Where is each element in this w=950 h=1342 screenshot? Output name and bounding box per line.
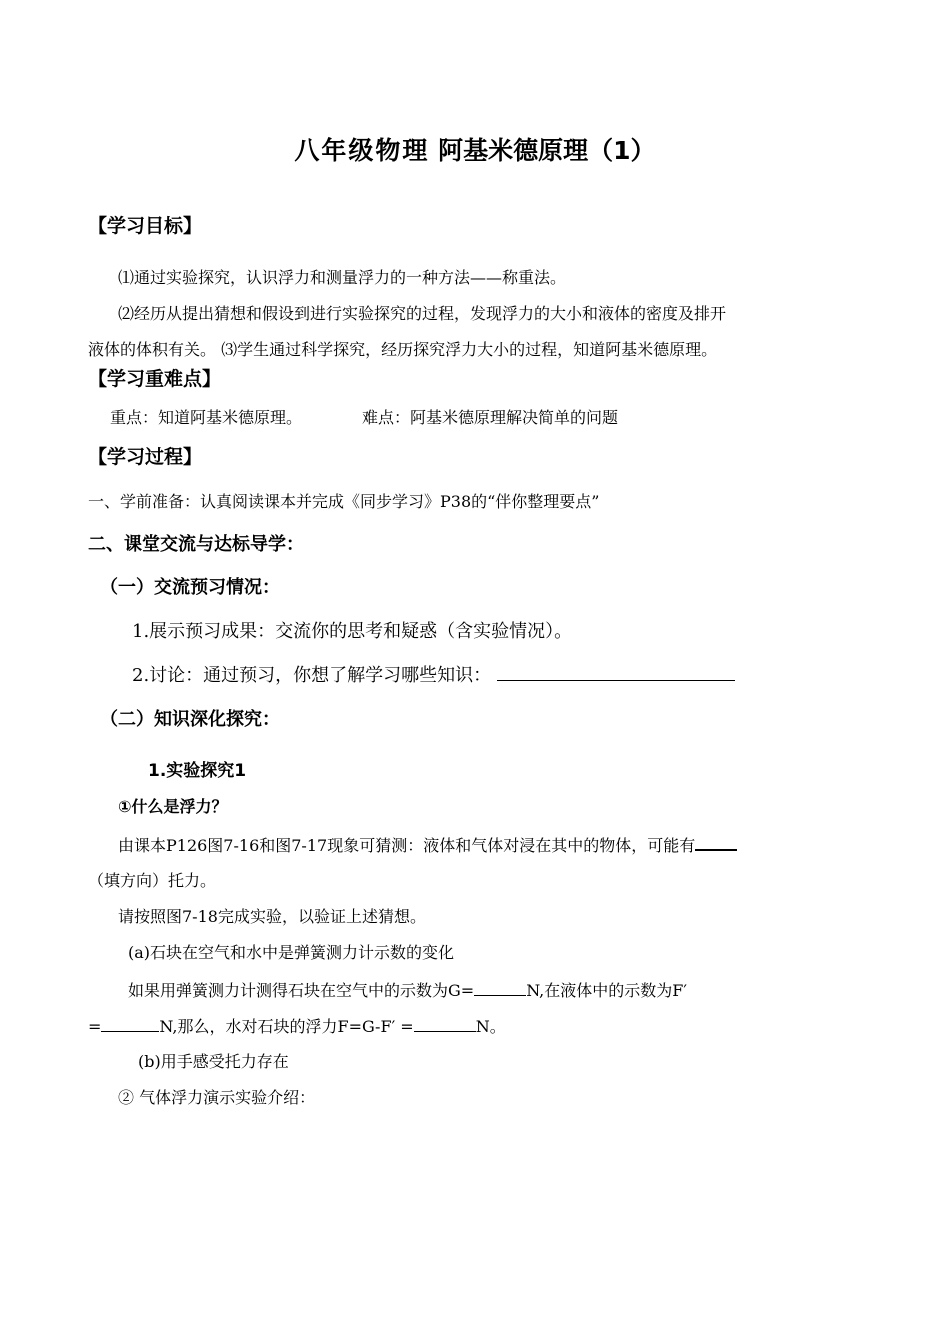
- question-2: ② 气体浮力演示实验介绍：: [118, 1088, 316, 1107]
- g-value-blank[interactable]: [474, 980, 526, 996]
- difficulty-point: 难点：阿基米德原理解决简单的问题: [362, 408, 619, 427]
- paragraph-4-part-3: N。: [475, 1017, 506, 1036]
- paragraph-3-part-2: N,在液体中的示数为F′: [526, 981, 688, 1000]
- experiment-b-label: (b)用手感受托力存在: [138, 1052, 289, 1071]
- direction-blank[interactable]: [695, 834, 737, 851]
- objective-item-2-line-1: ⑵经历从提出猜想和假设到进行实验探究的过程，发现浮力的大小和液体的密度及排开: [118, 304, 727, 323]
- paragraph-4: [88, 1016, 506, 1036]
- experiment-a-label: (a)石块在空气和水中是弹簧测力计示数的变化: [128, 943, 455, 962]
- sub-1-item-1: 1.展示预习成果：交流你的思考和疑惑（含实验情况）。: [132, 621, 573, 642]
- paragraph-2: 请按照图7-18完成实验，以验证上述猜想。: [118, 907, 426, 926]
- paragraph-4-part-1: =: [88, 1017, 102, 1036]
- key-points-heading: 【学习重难点】: [88, 368, 222, 390]
- step-1: 一、学前准备：认真阅读课本并完成《同步学习》P38的“伴你整理要点”: [88, 492, 600, 511]
- f-prime-value-blank[interactable]: [101, 1016, 159, 1032]
- sub-section-2: （二）知识深化探究：: [100, 709, 280, 730]
- paragraph-3-part-1: 如果用弹簧测力计测得石块在空气中的示数为G=: [128, 981, 475, 1000]
- question-1: ①什么是浮力？: [118, 797, 228, 816]
- objective-item-1: ⑴通过实验探究，认识浮力和测量浮力的一种方法——称重法。: [118, 268, 567, 287]
- objective-item-2-line-2: 液体的体积有关。 ⑶学生通过科学探究，经历探究浮力大小的过程，知道阿基米德原理。: [88, 340, 718, 359]
- objectives-heading: 【学习目标】: [88, 215, 203, 237]
- title-subject: 八年级物理: [294, 136, 430, 165]
- process-heading: 【学习过程】: [88, 446, 203, 468]
- sub-section-1: （一）交流预习情况：: [100, 577, 280, 598]
- sub-1-item-2-text: 2.讨论：通过预习，你想了解学习哪些知识：: [132, 665, 492, 686]
- sub-1-item-2: [132, 665, 735, 687]
- experiment-heading: 1.实验探究1: [148, 761, 247, 781]
- title-topic: 阿基米德原理（1）: [438, 136, 656, 165]
- paragraph-4-part-2: N,那么，水对石块的浮力F=G-F′ =: [159, 1017, 414, 1036]
- step-2: 二、课堂交流与达标导学：: [88, 534, 304, 555]
- answer-blank[interactable]: [497, 665, 735, 681]
- buoyancy-value-blank[interactable]: [414, 1016, 476, 1032]
- page-title: [0, 136, 950, 166]
- paragraph-3: [128, 980, 687, 1000]
- paragraph-1-text: 由课本P126图7-16和图7-17现象可猜测：液体和气体对浸在其中的物体，可能有: [118, 836, 696, 855]
- paragraph-1-line-1: [118, 834, 737, 855]
- key-point: 重点：知道阿基米德原理。: [110, 408, 303, 427]
- paragraph-1-line-2: （填方向）托力。: [88, 871, 217, 890]
